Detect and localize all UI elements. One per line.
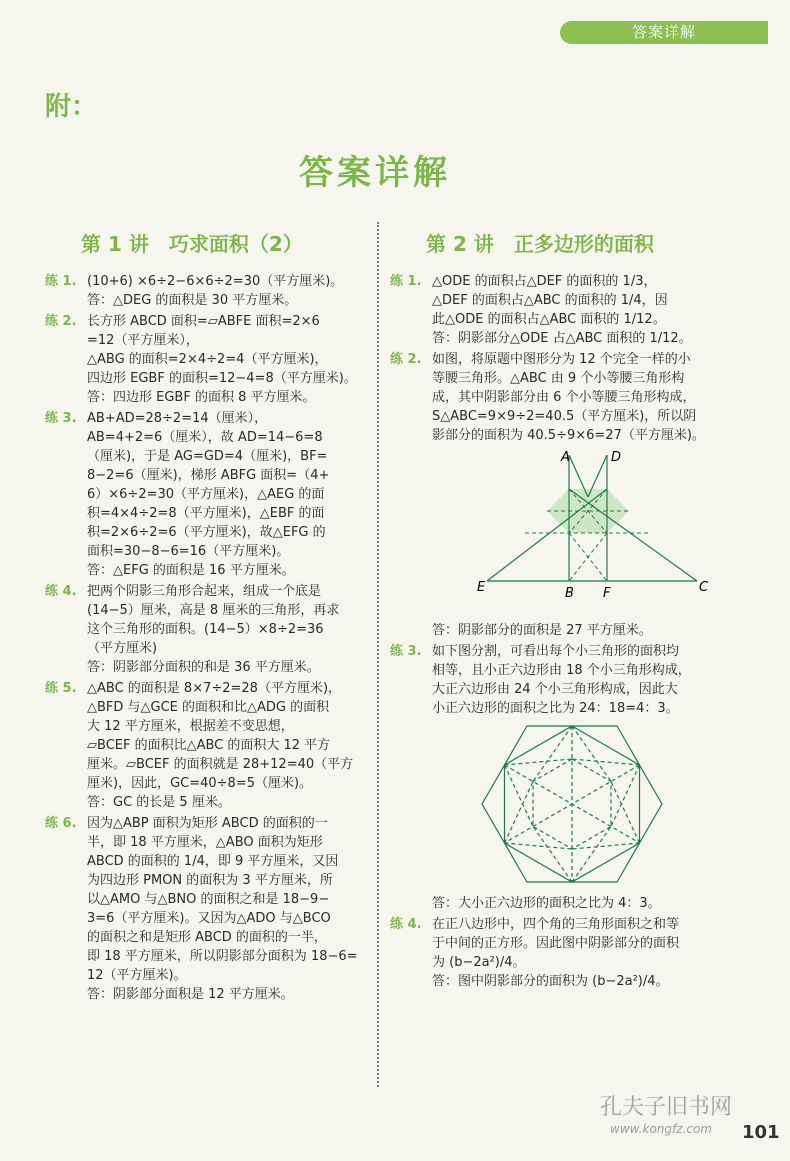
exercise-1-2 <box>45 312 365 407</box>
text-line: 积=4×4÷2=8（平方厘米)，△EBF 的面 <box>87 506 325 521</box>
exercise-label: 练 3. <box>45 411 77 426</box>
text-line: (14−5）厘米，高是 8 厘米的三角形，再求 <box>87 603 340 618</box>
text-line: 相等，且小正六边形由 18 个小三角形构成， <box>432 663 691 678</box>
exercise-label: 练 1. <box>390 274 422 289</box>
answer-line: 答：阴影部分△ODE 占△ABC 面积的 1/12。 <box>432 331 692 346</box>
answer-line: 答：△EFG 的面积是 16 平方厘米。 <box>87 563 295 578</box>
text-line: 3=6（平方厘米)。又因为△ADO 与△BCO <box>87 911 331 926</box>
text-line: ABCD 的面积的 1/4，即 9 平方厘米，又因 <box>87 854 339 869</box>
exercise-body <box>87 409 365 580</box>
exercise-body <box>87 312 365 407</box>
watermark-text: 孔夫子旧书网 <box>600 1095 733 1120</box>
text-line: 以△AMO 与△BNO 的面积之和是 18−9− <box>87 892 330 907</box>
exercise-label: 练 6. <box>45 816 77 831</box>
text-line: 影部分的面积为 40.5÷9×6=27（平方厘米)。 <box>432 428 705 443</box>
text-line: (10+6) ×6÷2−6×6÷2=30（平方厘米)。 <box>87 274 344 289</box>
text-line: 因为△ABP 面积为矩形 ABCD 的面积的一 <box>87 816 328 831</box>
text-line: AB+AD=28÷2=14（厘米）， <box>87 411 268 426</box>
text-line: 这个三角形的面积。(14−5）×8÷2=36 <box>87 622 324 637</box>
watermark-url: www.kongfz.com <box>610 1122 712 1136</box>
lesson-1-column <box>45 230 365 1006</box>
text-line: 半，即 18 平方厘米，△ABO 面积为矩形 <box>87 835 323 850</box>
text-line: （平方厘米) <box>87 641 158 656</box>
text-line: 为 (b−2a²)/4。 <box>432 955 526 970</box>
text-line: 把两个阴影三角形合起来，组成一个底是 <box>87 584 322 599</box>
text-line: 四边形 EGBF 的面积=12−4=8（平方厘米)。 <box>87 371 357 386</box>
exercise-label: 练 2. <box>390 352 422 367</box>
text-line: 为四边形 PMON 的面积为 3 平方厘米，所 <box>87 873 333 888</box>
section-tab: 答案详解 <box>560 21 768 44</box>
lesson-1-title: 第 1 讲 巧求面积（2） <box>81 232 303 256</box>
exercise-body <box>87 582 365 677</box>
exercise-body <box>432 350 715 640</box>
label-B: B <box>565 586 574 601</box>
text-line: （厘米)，于是 AG=GD=4（厘米)，BF= <box>87 449 328 464</box>
answer-line: 答：阴影部分面积是 12 平方厘米。 <box>87 987 294 1002</box>
text-line: 如图，将原题中图形分为 12 个完全一样的小 <box>432 352 691 367</box>
exercise-1-4 <box>45 582 365 677</box>
exercise-label: 练 5. <box>45 681 77 696</box>
exercise-1-5 <box>45 679 365 812</box>
label-F: F <box>603 586 611 601</box>
label-E: E <box>477 580 486 595</box>
answer-line: 答：大小正六边形的面积之比为 4：3。 <box>432 896 661 911</box>
text-line: 厘米。▱BCEF 的面积就是 28+12=40（平方 <box>87 757 354 772</box>
exercise-body <box>432 272 715 348</box>
exercise-2-3 <box>390 642 715 913</box>
lesson-2-title: 第 2 讲 正多边形的面积 <box>426 232 654 256</box>
text-line: 面积=30−8−6=16（平方厘米)。 <box>87 544 290 559</box>
exercise-label: 练 4. <box>390 917 422 932</box>
text-line: △ABC 的面积是 8×7÷2=28（平方厘米)， <box>87 681 342 696</box>
exercise-body <box>432 642 715 913</box>
exercise-1-3 <box>45 409 365 580</box>
text-line: △ODE 的面积占△DEF 的面积的 1/3， <box>432 274 657 289</box>
exercise-body <box>87 679 365 812</box>
page-title: 答案详解 <box>299 153 451 193</box>
answer-line: 答：图中阴影部分的面积为 (b−2a²)/4。 <box>432 974 669 989</box>
lesson-2-column <box>390 230 715 993</box>
text-line: 此△ODE 的面积占△ABC 面积的 1/12。 <box>432 312 666 327</box>
label-C: C <box>699 580 709 595</box>
triangle-figure <box>477 451 707 611</box>
answer-line: 答：GC 的长是 5 厘米。 <box>87 795 231 810</box>
text-line: AB=4+2=6（厘米），故 AD=14−6=8 <box>87 430 323 445</box>
answer-line: 答：阴影部分面积的和是 36 平方厘米。 <box>87 660 320 675</box>
text-line: =12（平方厘米）， <box>87 333 199 348</box>
exercise-label: 练 3. <box>390 644 422 659</box>
page-number: 101 <box>742 1122 780 1143</box>
exercise-1-6 <box>45 814 365 1004</box>
label-D: D <box>611 450 622 465</box>
text-line: 如下图分割，可看出每个小三角形的面积均 <box>432 644 680 659</box>
answer-line: 答：△DEG 的面积是 30 平方厘米。 <box>87 293 298 308</box>
exercise-body <box>432 915 715 991</box>
text-line: ▱BCEF 的面积比△ABC 的面积大 12 平方 <box>87 738 331 753</box>
text-line: 长方形 ABCD 面积=▱ABFE 面积=2×6 <box>87 314 320 329</box>
text-line: 6）×6÷2=30（平方厘米)，△AEG 的面 <box>87 487 325 502</box>
text-line: △ABG 的面积=2×4÷2=4（平方厘米)， <box>87 352 328 367</box>
text-line: △DEF 的面积占△ABC 的面积的 1/4，因 <box>432 293 668 308</box>
exercise-1-1 <box>45 272 365 310</box>
exercise-body <box>87 272 365 310</box>
appendix-label: 附： <box>45 92 98 122</box>
exercise-body <box>87 814 365 1004</box>
text-line: 即 18 平方厘米，所以阴影部分面积为 18−6= <box>87 949 358 964</box>
exercise-label: 练 4. <box>45 584 77 599</box>
exercise-2-2 <box>390 350 715 640</box>
column-divider <box>377 222 379 1087</box>
answer-line: 答：阴影部分的面积是 27 平方厘米。 <box>432 623 652 638</box>
text-line: S△ABC=9×9÷2=40.5（平方厘米)，所以阴 <box>432 409 697 424</box>
text-line: 于中间的正方形。因此图中阴影部分的面积 <box>432 936 680 951</box>
text-line: 积=2×6÷2=6（平方厘米)，故△EFG 的 <box>87 525 326 540</box>
text-line: 8−2=6（厘米)，梯形 ABFG 面积=（4+ <box>87 468 330 483</box>
hexagon-figure <box>477 724 667 884</box>
text-line: 小正六边形的面积之比为 24：18=4：3。 <box>432 701 679 716</box>
exercise-label: 练 2. <box>45 314 77 329</box>
exercise-2-4 <box>390 915 715 991</box>
text-line: 在正八边形中，四个角的三角形面积之和等 <box>432 917 680 932</box>
answer-line: 答：四边形 EGBF 的面积 8 平方厘米。 <box>87 390 316 405</box>
text-line: 大 12 平方厘米，根据差不变思想， <box>87 719 294 734</box>
text-line: 的面积之和是矩形 ABCD 的面积的一半， <box>87 930 327 945</box>
text-line: 等腰三角形。△ABC 由 9 个小等腰三角形构 <box>432 371 685 386</box>
label-A: A <box>561 450 570 465</box>
text-line: △BFD 与△GCE 的面积和比△ADG 的面积 <box>87 700 330 715</box>
exercise-label: 练 1. <box>45 274 77 289</box>
text-line: 成，其中阴影部分由 6 个小等腰三角形构成， <box>432 390 696 405</box>
text-line: 12（平方厘米)。 <box>87 968 187 983</box>
text-line: 厘米)，因此，GC=40÷8=5（厘米)。 <box>87 776 313 791</box>
exercise-2-1 <box>390 272 715 348</box>
text-line: 大正六边形由 24 个小三角形构成，因此大 <box>432 682 678 697</box>
lesson-1-exercises <box>45 272 365 1004</box>
